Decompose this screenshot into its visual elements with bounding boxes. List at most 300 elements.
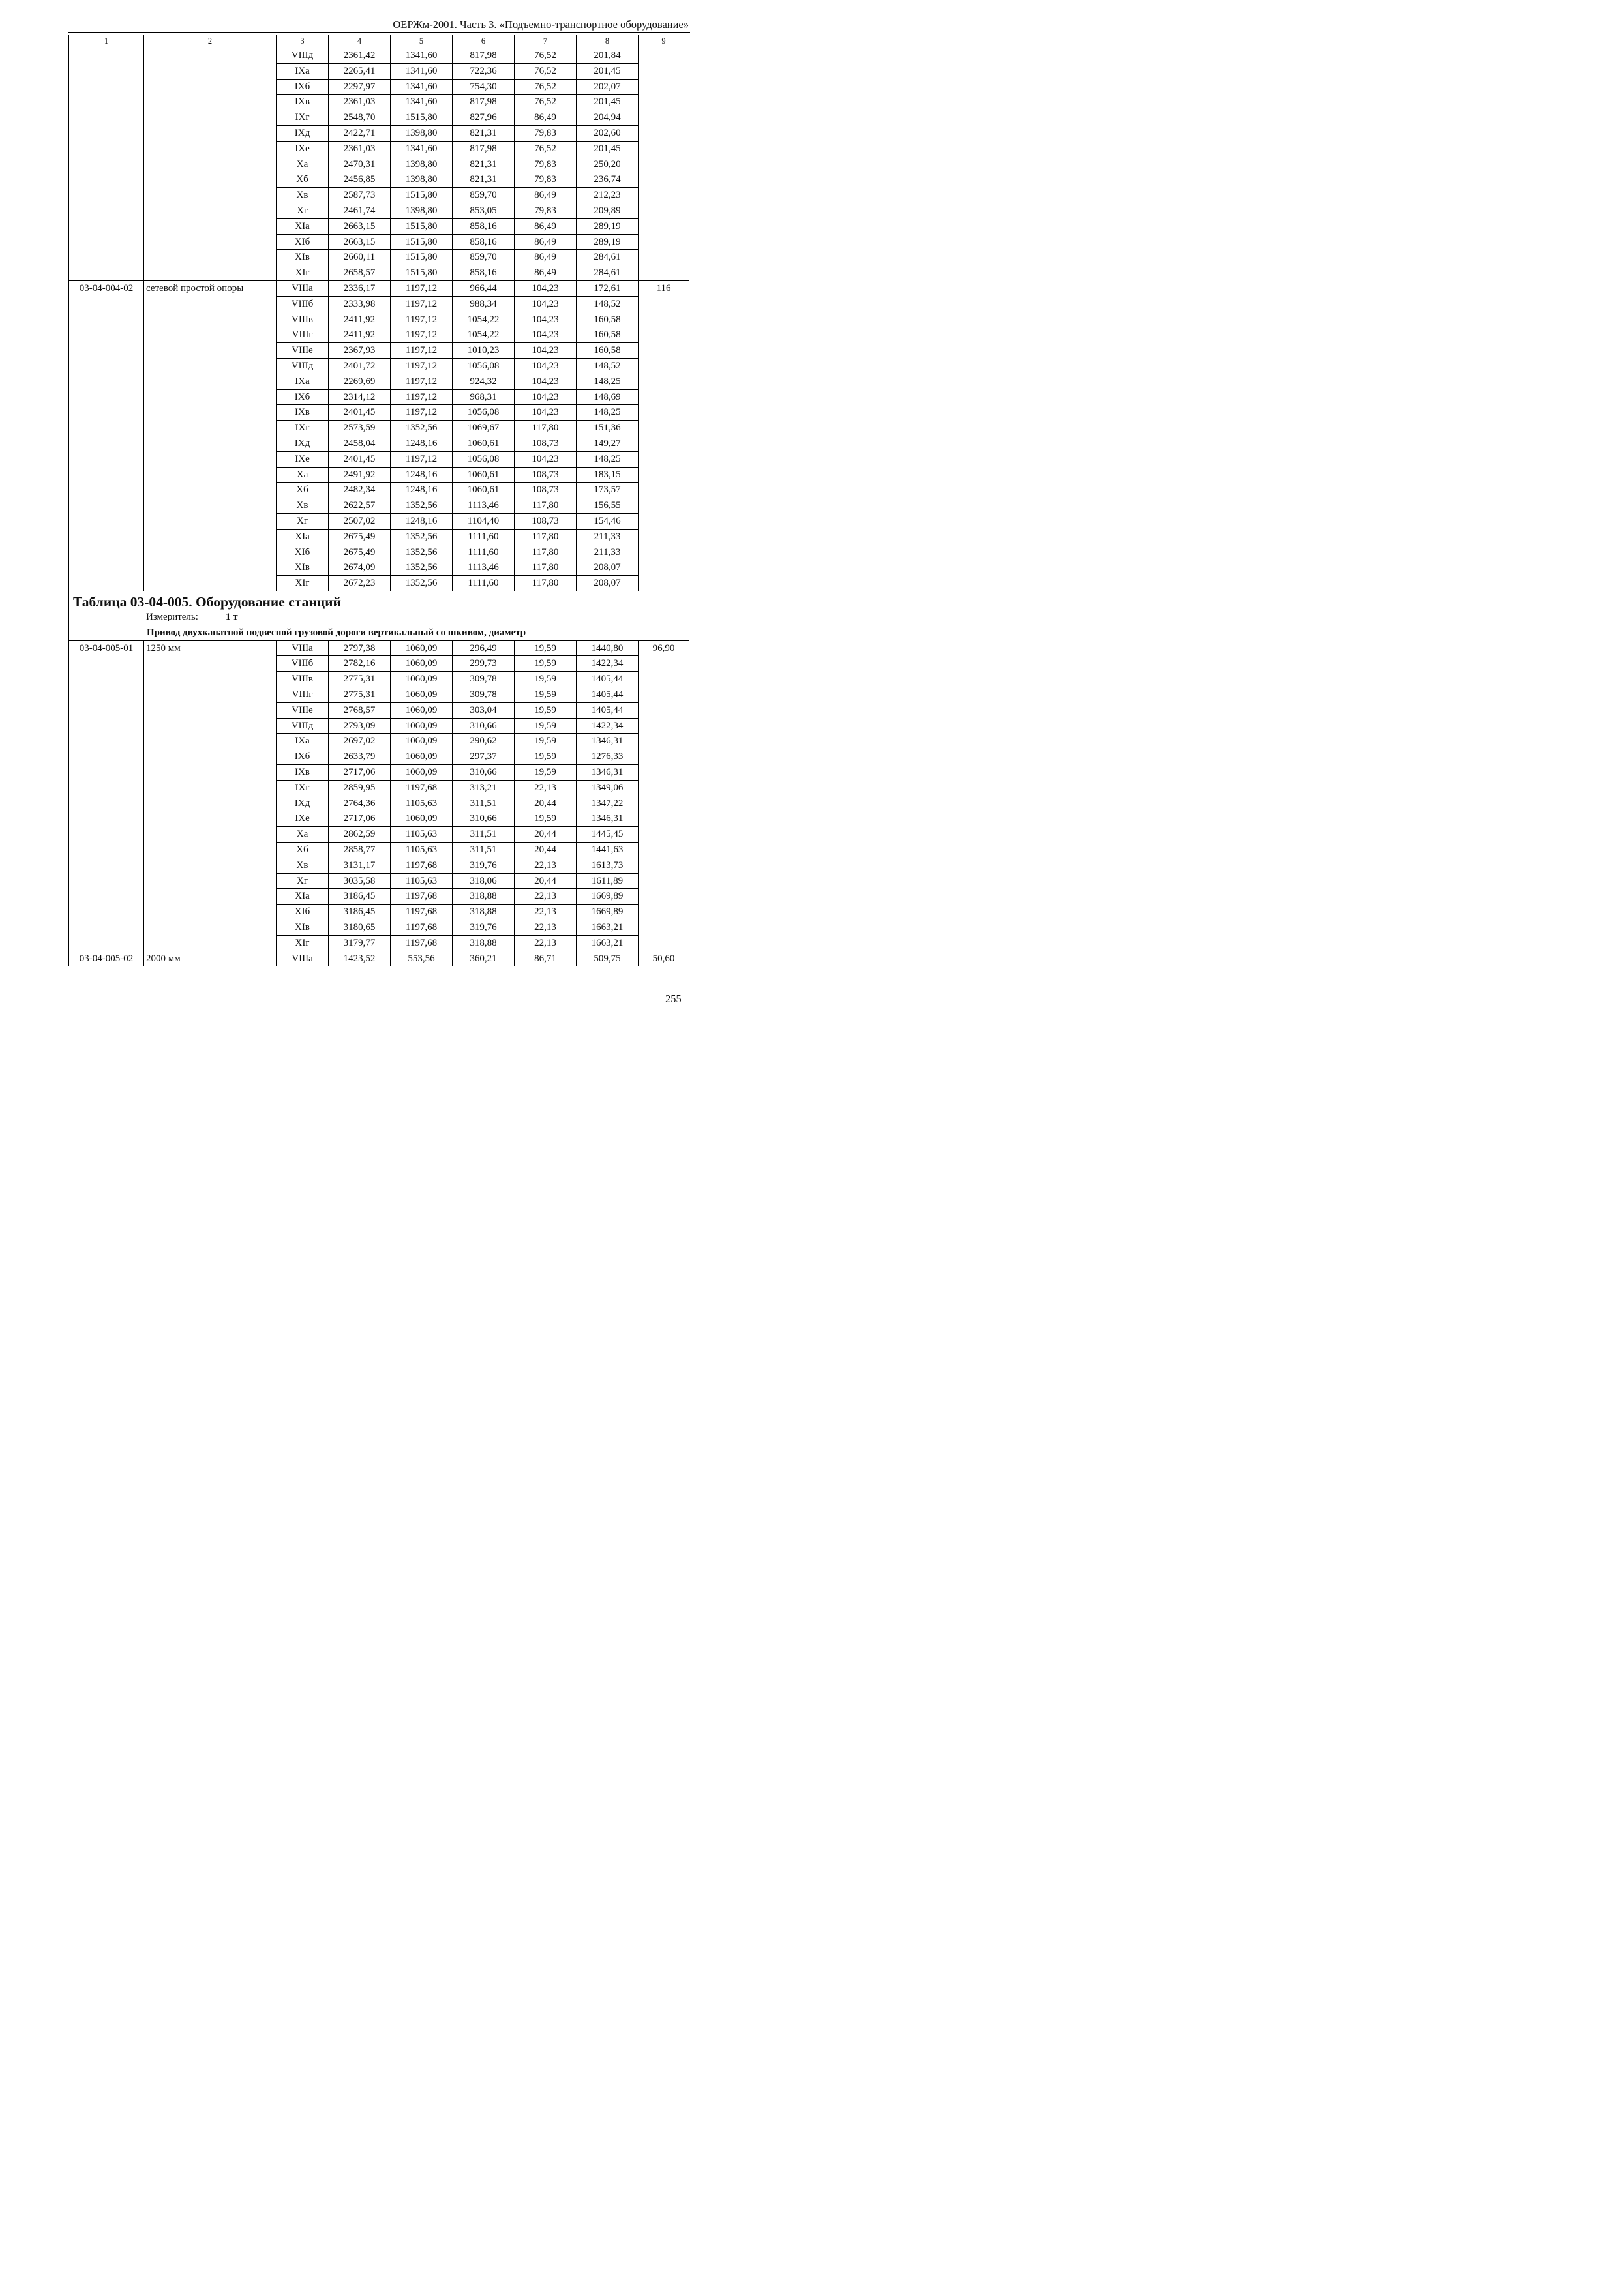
section-heading: Привод двухканатной подвесной грузовой дороги вертикальный со шкивом, диаметр xyxy=(69,625,689,640)
materials: 1441,63 xyxy=(577,843,639,858)
machine-cost: 1056,08 xyxy=(453,358,515,374)
total-cost: 2361,42 xyxy=(329,48,391,64)
operator-wages: 19,59 xyxy=(515,702,577,718)
total-cost: 2675,49 xyxy=(329,545,391,560)
zone-code: VIIIг xyxy=(277,327,329,343)
operator-wages: 86,49 xyxy=(515,188,577,203)
machine-cost: 311,51 xyxy=(453,796,515,811)
operator-wages: 104,23 xyxy=(515,451,577,467)
machine-cost: 296,49 xyxy=(453,640,515,656)
operator-wages: 19,59 xyxy=(515,811,577,827)
materials: 183,15 xyxy=(577,467,639,483)
wages: 1197,68 xyxy=(391,920,453,936)
machine-cost: 1010,23 xyxy=(453,343,515,359)
total-cost: 2411,92 xyxy=(329,327,391,343)
machine-cost: 1111,60 xyxy=(453,576,515,591)
operator-wages: 117,80 xyxy=(515,560,577,576)
zone-code: XIб xyxy=(277,905,329,920)
wages: 1398,80 xyxy=(391,172,453,188)
column-header: 2 xyxy=(144,35,277,48)
wages: 1197,12 xyxy=(391,374,453,389)
materials: 250,20 xyxy=(577,157,639,172)
item-name: 1250 мм xyxy=(144,640,277,951)
column-header: 9 xyxy=(639,35,689,48)
wages: 1341,60 xyxy=(391,63,453,79)
total-cost: 2461,74 xyxy=(329,203,391,218)
operator-wages: 22,13 xyxy=(515,935,577,951)
zone-code: VIIIд xyxy=(277,358,329,374)
wages: 1398,80 xyxy=(391,203,453,218)
item-code: 03-04-004-02 xyxy=(69,280,144,591)
zone-code: IXв xyxy=(277,405,329,421)
materials: 284,61 xyxy=(577,250,639,265)
machine-cost: 754,30 xyxy=(453,79,515,95)
materials: 1422,34 xyxy=(577,718,639,734)
operator-wages: 104,23 xyxy=(515,358,577,374)
total-cost: 2658,57 xyxy=(329,265,391,281)
machine-cost: 968,31 xyxy=(453,389,515,405)
zone-code: XIв xyxy=(277,250,329,265)
zone-code: IXг xyxy=(277,780,329,796)
machine-cost: 1111,60 xyxy=(453,529,515,545)
machine-cost: 817,98 xyxy=(453,48,515,64)
total-cost: 2336,17 xyxy=(329,280,391,296)
materials: 201,45 xyxy=(577,95,639,110)
materials: 209,89 xyxy=(577,203,639,218)
total-cost: 2633,79 xyxy=(329,749,391,765)
total-cost: 2482,34 xyxy=(329,483,391,498)
machine-cost: 319,76 xyxy=(453,920,515,936)
table-row xyxy=(69,48,689,64)
machine-cost: 966,44 xyxy=(453,280,515,296)
operator-wages: 79,83 xyxy=(515,157,577,172)
table-title-block xyxy=(69,591,689,625)
total-cost: 2764,36 xyxy=(329,796,391,811)
wages: 1341,60 xyxy=(391,141,453,157)
unit-value: 1 т xyxy=(225,611,238,622)
operator-wages: 19,59 xyxy=(515,640,577,656)
wages: 1197,12 xyxy=(391,389,453,405)
operator-wages: 86,49 xyxy=(515,265,577,281)
operator-wages: 22,13 xyxy=(515,889,577,905)
materials: 211,33 xyxy=(577,545,639,560)
wages: 1060,09 xyxy=(391,702,453,718)
operator-wages: 104,23 xyxy=(515,374,577,389)
materials: 1349,06 xyxy=(577,780,639,796)
wages: 1060,09 xyxy=(391,640,453,656)
zone-code: Xб xyxy=(277,483,329,498)
wages: 1105,63 xyxy=(391,827,453,843)
materials: 173,57 xyxy=(577,483,639,498)
total-cost: 2793,09 xyxy=(329,718,391,734)
materials: 148,52 xyxy=(577,296,639,312)
column-header: 6 xyxy=(453,35,515,48)
machine-cost: 722,36 xyxy=(453,63,515,79)
machine-cost: 1111,60 xyxy=(453,545,515,560)
operator-wages: 20,44 xyxy=(515,843,577,858)
zone-code: VIIIд xyxy=(277,48,329,64)
wages: 1105,63 xyxy=(391,796,453,811)
machine-cost: 853,05 xyxy=(453,203,515,218)
zone-code: Xа xyxy=(277,827,329,843)
machine-cost: 311,51 xyxy=(453,827,515,843)
wages: 1197,12 xyxy=(391,280,453,296)
materials: 148,25 xyxy=(577,374,639,389)
wages: 1060,09 xyxy=(391,656,453,672)
operator-wages: 79,83 xyxy=(515,125,577,141)
machine-cost: 311,51 xyxy=(453,843,515,858)
total-cost: 2587,73 xyxy=(329,188,391,203)
materials: 202,07 xyxy=(577,79,639,95)
wages: 1060,09 xyxy=(391,718,453,734)
machine-cost: 1056,08 xyxy=(453,405,515,421)
materials: 208,07 xyxy=(577,560,639,576)
column-header: 3 xyxy=(277,35,329,48)
materials: 149,27 xyxy=(577,436,639,451)
total-cost: 2470,31 xyxy=(329,157,391,172)
total-cost: 2717,06 xyxy=(329,765,391,781)
zone-code: IXе xyxy=(277,811,329,827)
machine-cost: 318,88 xyxy=(453,905,515,920)
zone-code: Xв xyxy=(277,858,329,873)
zone-code: IXа xyxy=(277,374,329,389)
zone-code: IXе xyxy=(277,451,329,467)
wages: 1515,80 xyxy=(391,188,453,203)
zone-code: IXа xyxy=(277,63,329,79)
price-table xyxy=(68,35,689,966)
materials: 201,84 xyxy=(577,48,639,64)
wages: 1515,80 xyxy=(391,110,453,126)
machine-cost: 299,73 xyxy=(453,656,515,672)
total-cost: 3180,65 xyxy=(329,920,391,936)
zone-code: XIг xyxy=(277,576,329,591)
operator-wages: 86,49 xyxy=(515,234,577,250)
materials: 151,36 xyxy=(577,421,639,436)
operator-wages: 86,49 xyxy=(515,218,577,234)
zone-code: VIIIд xyxy=(277,718,329,734)
column-header: 7 xyxy=(515,35,577,48)
column-header: 1 xyxy=(69,35,144,48)
machine-cost: 360,21 xyxy=(453,951,515,966)
item-name: 2000 мм xyxy=(144,951,277,966)
total-cost: 1423,52 xyxy=(329,951,391,966)
machine-cost: 859,70 xyxy=(453,250,515,265)
wages: 1105,63 xyxy=(391,843,453,858)
zone-code: VIIIб xyxy=(277,296,329,312)
item-code: 03-04-005-02 xyxy=(69,951,144,966)
machine-cost: 313,21 xyxy=(453,780,515,796)
total-cost: 2775,31 xyxy=(329,672,391,687)
materials: 1440,80 xyxy=(577,640,639,656)
total-cost: 2663,15 xyxy=(329,218,391,234)
total-cost: 2775,31 xyxy=(329,687,391,703)
total-cost: 2782,16 xyxy=(329,656,391,672)
total-cost: 2401,45 xyxy=(329,451,391,467)
materials: 160,58 xyxy=(577,327,639,343)
wages: 1197,12 xyxy=(391,296,453,312)
total-cost: 3179,77 xyxy=(329,935,391,951)
machine-cost: 1056,08 xyxy=(453,451,515,467)
operator-wages: 76,52 xyxy=(515,63,577,79)
item-code xyxy=(69,48,144,281)
materials: 289,19 xyxy=(577,218,639,234)
page-number: 255 xyxy=(665,993,682,1005)
wages: 1352,56 xyxy=(391,545,453,560)
operator-wages: 20,44 xyxy=(515,873,577,889)
zone-code: VIIIг xyxy=(277,687,329,703)
zone-code: VIIIе xyxy=(277,343,329,359)
materials: 201,45 xyxy=(577,141,639,157)
operator-wages: 86,49 xyxy=(515,110,577,126)
total-cost: 2622,57 xyxy=(329,498,391,514)
operator-wages: 19,59 xyxy=(515,765,577,781)
operator-wages: 76,52 xyxy=(515,48,577,64)
wages: 1248,16 xyxy=(391,513,453,529)
zone-code: XIб xyxy=(277,234,329,250)
total-cost: 2411,92 xyxy=(329,312,391,327)
zone-code: VIIIв xyxy=(277,672,329,687)
materials: 156,55 xyxy=(577,498,639,514)
materials: 204,94 xyxy=(577,110,639,126)
wages: 1197,12 xyxy=(391,343,453,359)
zone-code: IXг xyxy=(277,110,329,126)
zone-code: Xа xyxy=(277,467,329,483)
wages: 1341,60 xyxy=(391,48,453,64)
machine-cost: 1060,61 xyxy=(453,483,515,498)
materials: 1346,31 xyxy=(577,811,639,827)
wages: 1197,68 xyxy=(391,935,453,951)
operator-wages: 76,52 xyxy=(515,141,577,157)
materials: 172,61 xyxy=(577,280,639,296)
wages: 1060,09 xyxy=(391,765,453,781)
wages: 1398,80 xyxy=(391,157,453,172)
table-title: Таблица 03-04-005. Оборудование станций xyxy=(73,593,341,610)
zone-code: IXд xyxy=(277,125,329,141)
operator-wages: 19,59 xyxy=(515,672,577,687)
table-row xyxy=(69,951,689,966)
wages: 1398,80 xyxy=(391,125,453,141)
table-row xyxy=(69,640,689,656)
zone-code: VIIIв xyxy=(277,312,329,327)
column-header: 5 xyxy=(391,35,453,48)
labor-norm: 116 xyxy=(639,280,689,591)
wages: 1352,56 xyxy=(391,498,453,514)
operator-wages: 20,44 xyxy=(515,827,577,843)
operator-wages: 117,80 xyxy=(515,529,577,545)
operator-wages: 104,23 xyxy=(515,405,577,421)
unit-line xyxy=(73,610,685,623)
zone-code: IXг xyxy=(277,421,329,436)
materials: 1663,21 xyxy=(577,935,639,951)
total-cost: 3035,58 xyxy=(329,873,391,889)
zone-code: VIIIб xyxy=(277,656,329,672)
total-cost: 3186,45 xyxy=(329,889,391,905)
labor-norm xyxy=(639,48,689,281)
total-cost: 2660,11 xyxy=(329,250,391,265)
total-cost: 2675,49 xyxy=(329,529,391,545)
wages: 1341,60 xyxy=(391,95,453,110)
zone-code: IXв xyxy=(277,765,329,781)
total-cost: 2663,15 xyxy=(329,234,391,250)
operator-wages: 20,44 xyxy=(515,796,577,811)
materials: 208,07 xyxy=(577,576,639,591)
total-cost: 2491,92 xyxy=(329,467,391,483)
total-cost: 2422,71 xyxy=(329,125,391,141)
zone-code: IXб xyxy=(277,389,329,405)
wages: 1197,68 xyxy=(391,780,453,796)
operator-wages: 104,23 xyxy=(515,296,577,312)
wages: 1352,56 xyxy=(391,421,453,436)
materials: 289,19 xyxy=(577,234,639,250)
zone-code: IXд xyxy=(277,436,329,451)
materials: 212,23 xyxy=(577,188,639,203)
machine-cost: 924,32 xyxy=(453,374,515,389)
item-name xyxy=(144,48,277,281)
total-cost: 2367,93 xyxy=(329,343,391,359)
operator-wages: 79,83 xyxy=(515,172,577,188)
total-cost: 2717,06 xyxy=(329,811,391,827)
machine-cost: 821,31 xyxy=(453,125,515,141)
wages: 1515,80 xyxy=(391,265,453,281)
zone-code: IXб xyxy=(277,749,329,765)
running-header xyxy=(68,18,690,33)
operator-wages: 108,73 xyxy=(515,483,577,498)
materials: 236,74 xyxy=(577,172,639,188)
column-header: 4 xyxy=(329,35,391,48)
machine-cost: 817,98 xyxy=(453,95,515,110)
operator-wages: 19,59 xyxy=(515,656,577,672)
wages: 1248,16 xyxy=(391,483,453,498)
operator-wages: 117,80 xyxy=(515,576,577,591)
machine-cost: 309,78 xyxy=(453,672,515,687)
machine-cost: 1113,46 xyxy=(453,498,515,514)
zone-code: XIа xyxy=(277,889,329,905)
total-cost: 2297,97 xyxy=(329,79,391,95)
machine-cost: 318,88 xyxy=(453,889,515,905)
materials: 148,52 xyxy=(577,358,639,374)
wages: 1248,16 xyxy=(391,436,453,451)
table-row xyxy=(69,280,689,296)
wages: 1197,12 xyxy=(391,451,453,467)
machine-cost: 1069,67 xyxy=(453,421,515,436)
wages: 1060,09 xyxy=(391,687,453,703)
operator-wages: 104,23 xyxy=(515,280,577,296)
operator-wages: 104,23 xyxy=(515,327,577,343)
machine-cost: 859,70 xyxy=(453,188,515,203)
total-cost: 2674,09 xyxy=(329,560,391,576)
total-cost: 3186,45 xyxy=(329,905,391,920)
total-cost: 2361,03 xyxy=(329,141,391,157)
total-cost: 2697,02 xyxy=(329,734,391,749)
operator-wages: 19,59 xyxy=(515,749,577,765)
machine-cost: 827,96 xyxy=(453,110,515,126)
machine-cost: 310,66 xyxy=(453,811,515,827)
zone-code: XIг xyxy=(277,935,329,951)
zone-code: IXд xyxy=(277,796,329,811)
materials: 509,75 xyxy=(577,951,639,966)
materials: 1422,34 xyxy=(577,656,639,672)
wages: 1105,63 xyxy=(391,873,453,889)
machine-cost: 318,06 xyxy=(453,873,515,889)
materials: 148,25 xyxy=(577,451,639,467)
zone-code: VIIIа xyxy=(277,640,329,656)
operator-wages: 86,49 xyxy=(515,250,577,265)
machine-cost: 290,62 xyxy=(453,734,515,749)
machine-cost: 858,16 xyxy=(453,218,515,234)
section-row xyxy=(69,625,689,640)
zone-code: XIа xyxy=(277,529,329,545)
materials: 202,60 xyxy=(577,125,639,141)
zone-code: Xг xyxy=(277,513,329,529)
zone-code: VIIIа xyxy=(277,280,329,296)
operator-wages: 104,23 xyxy=(515,312,577,327)
operator-wages: 117,80 xyxy=(515,498,577,514)
column-number-row xyxy=(69,35,689,48)
unit-label: Измеритель: xyxy=(146,611,198,622)
machine-cost: 1113,46 xyxy=(453,560,515,576)
materials: 1405,44 xyxy=(577,687,639,703)
total-cost: 2548,70 xyxy=(329,110,391,126)
total-cost: 2858,77 xyxy=(329,843,391,858)
materials: 154,46 xyxy=(577,513,639,529)
zone-code: IXв xyxy=(277,95,329,110)
operator-wages: 19,59 xyxy=(515,687,577,703)
zone-code: VIIIе xyxy=(277,702,329,718)
wages: 1060,09 xyxy=(391,811,453,827)
wages: 1197,68 xyxy=(391,905,453,920)
wages: 1197,12 xyxy=(391,327,453,343)
zone-code: IXе xyxy=(277,141,329,157)
labor-norm: 96,90 xyxy=(639,640,689,951)
machine-cost: 309,78 xyxy=(453,687,515,703)
materials: 1663,21 xyxy=(577,920,639,936)
operator-wages: 108,73 xyxy=(515,436,577,451)
wages: 1515,80 xyxy=(391,234,453,250)
total-cost: 2401,45 xyxy=(329,405,391,421)
materials: 211,33 xyxy=(577,529,639,545)
total-cost: 2456,85 xyxy=(329,172,391,188)
zone-code: XIв xyxy=(277,920,329,936)
zone-code: XIа xyxy=(277,218,329,234)
zone-code: Xб xyxy=(277,172,329,188)
zone-code: IXа xyxy=(277,734,329,749)
zone-code: Xв xyxy=(277,188,329,203)
zone-code: Xв xyxy=(277,498,329,514)
machine-cost: 1104,40 xyxy=(453,513,515,529)
operator-wages: 117,80 xyxy=(515,421,577,436)
wages: 1248,16 xyxy=(391,467,453,483)
wages: 1352,56 xyxy=(391,529,453,545)
machine-cost: 1054,22 xyxy=(453,312,515,327)
wages: 1197,12 xyxy=(391,312,453,327)
machine-cost: 310,66 xyxy=(453,718,515,734)
materials: 160,58 xyxy=(577,343,639,359)
zone-code: XIг xyxy=(277,265,329,281)
total-cost: 2862,59 xyxy=(329,827,391,843)
machine-cost: 319,76 xyxy=(453,858,515,873)
operator-wages: 117,80 xyxy=(515,545,577,560)
materials: 1669,89 xyxy=(577,905,639,920)
operator-wages: 76,52 xyxy=(515,79,577,95)
total-cost: 2768,57 xyxy=(329,702,391,718)
table-title-row xyxy=(69,591,689,625)
operator-wages: 22,13 xyxy=(515,905,577,920)
operator-wages: 22,13 xyxy=(515,858,577,873)
zone-code: IXб xyxy=(277,79,329,95)
total-cost: 2797,38 xyxy=(329,640,391,656)
operator-wages: 108,73 xyxy=(515,513,577,529)
wages: 1197,12 xyxy=(391,405,453,421)
